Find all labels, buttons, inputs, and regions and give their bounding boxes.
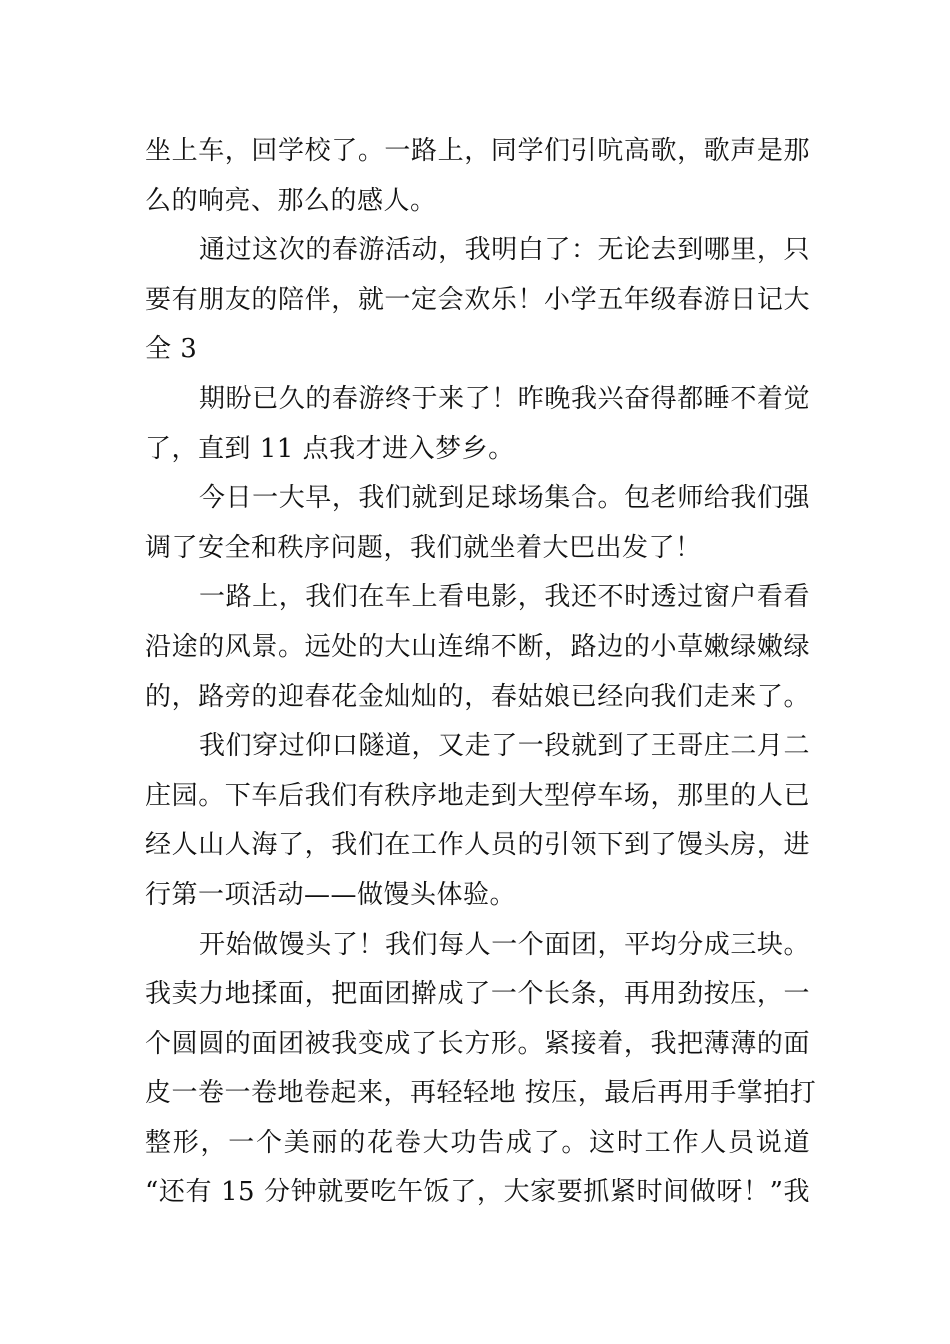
text-line: 期盼已久的春游终于来了！昨晚我兴奋得都睡不着觉 bbox=[199, 383, 810, 414]
text-line: 整形，一个美丽的花卷大功告成了。这时工作人员说道 bbox=[145, 1127, 810, 1158]
text-line: 我卖力地揉面，把面团擀成了一个长条，再用劲按压，一 bbox=[145, 979, 810, 1010]
text-line: 了，直到 11 点我才进入梦乡。 bbox=[145, 433, 515, 464]
text-line: 要有朋友的陪伴，就一定会欢乐！小学五年级春游日记大 bbox=[145, 284, 810, 315]
text-line: 的，路旁的迎春花金灿灿的，春姑娘已经向我们走来了。 bbox=[145, 681, 810, 712]
text-line: 庄园。下车后我们有秩序地走到大型停车场，那里的人已 bbox=[145, 780, 810, 811]
text-line: “还有 15 分钟就要吃午饭了，大家要抓紧时间做呀！”我 bbox=[145, 1177, 810, 1208]
text-line: 调了安全和秩序问题，我们就坐着大巴出发了！ bbox=[145, 532, 702, 563]
text-line: 么的响亮、那么的感人。 bbox=[145, 185, 437, 216]
text-line: 开始做馒头了！我们每人一个面团，平均分成三块。 bbox=[199, 929, 810, 960]
text-line: 沿途的风景。远处的大山连绵不断，路边的小草嫩绿嫩绿 bbox=[145, 631, 810, 662]
text-line: 今日一大早，我们就到足球场集合。包老师给我们强 bbox=[199, 483, 810, 514]
text-line: 一路上，我们在车上看电影，我还不时透过窗户看看 bbox=[199, 582, 810, 613]
text-line: 行第一项活动——做馒头体验。 bbox=[145, 879, 517, 910]
text-line: 皮一卷一卷地卷起来，再轻轻地 按压，最后再用手掌拍打 bbox=[145, 1078, 817, 1109]
text-line: 我们穿过仰口隧道，又走了一段就到了王哥庄二月二 bbox=[199, 731, 810, 762]
text-line: 个圆圆的面团被我变成了长方形。紧接着，我把薄薄的面 bbox=[145, 1028, 810, 1059]
text-line: 坐上车，回学校了。一路上，同学们引吭高歌，歌声是那 bbox=[145, 136, 810, 166]
text-line: 全 3 bbox=[145, 334, 198, 365]
text-line: 通过这次的春游活动，我明白了：无论去到哪里，只 bbox=[199, 235, 810, 266]
text-line: 经人山人海了，我们在工作人员的引领下到了馒头房，进 bbox=[145, 830, 810, 861]
document-body bbox=[145, 127, 817, 1218]
